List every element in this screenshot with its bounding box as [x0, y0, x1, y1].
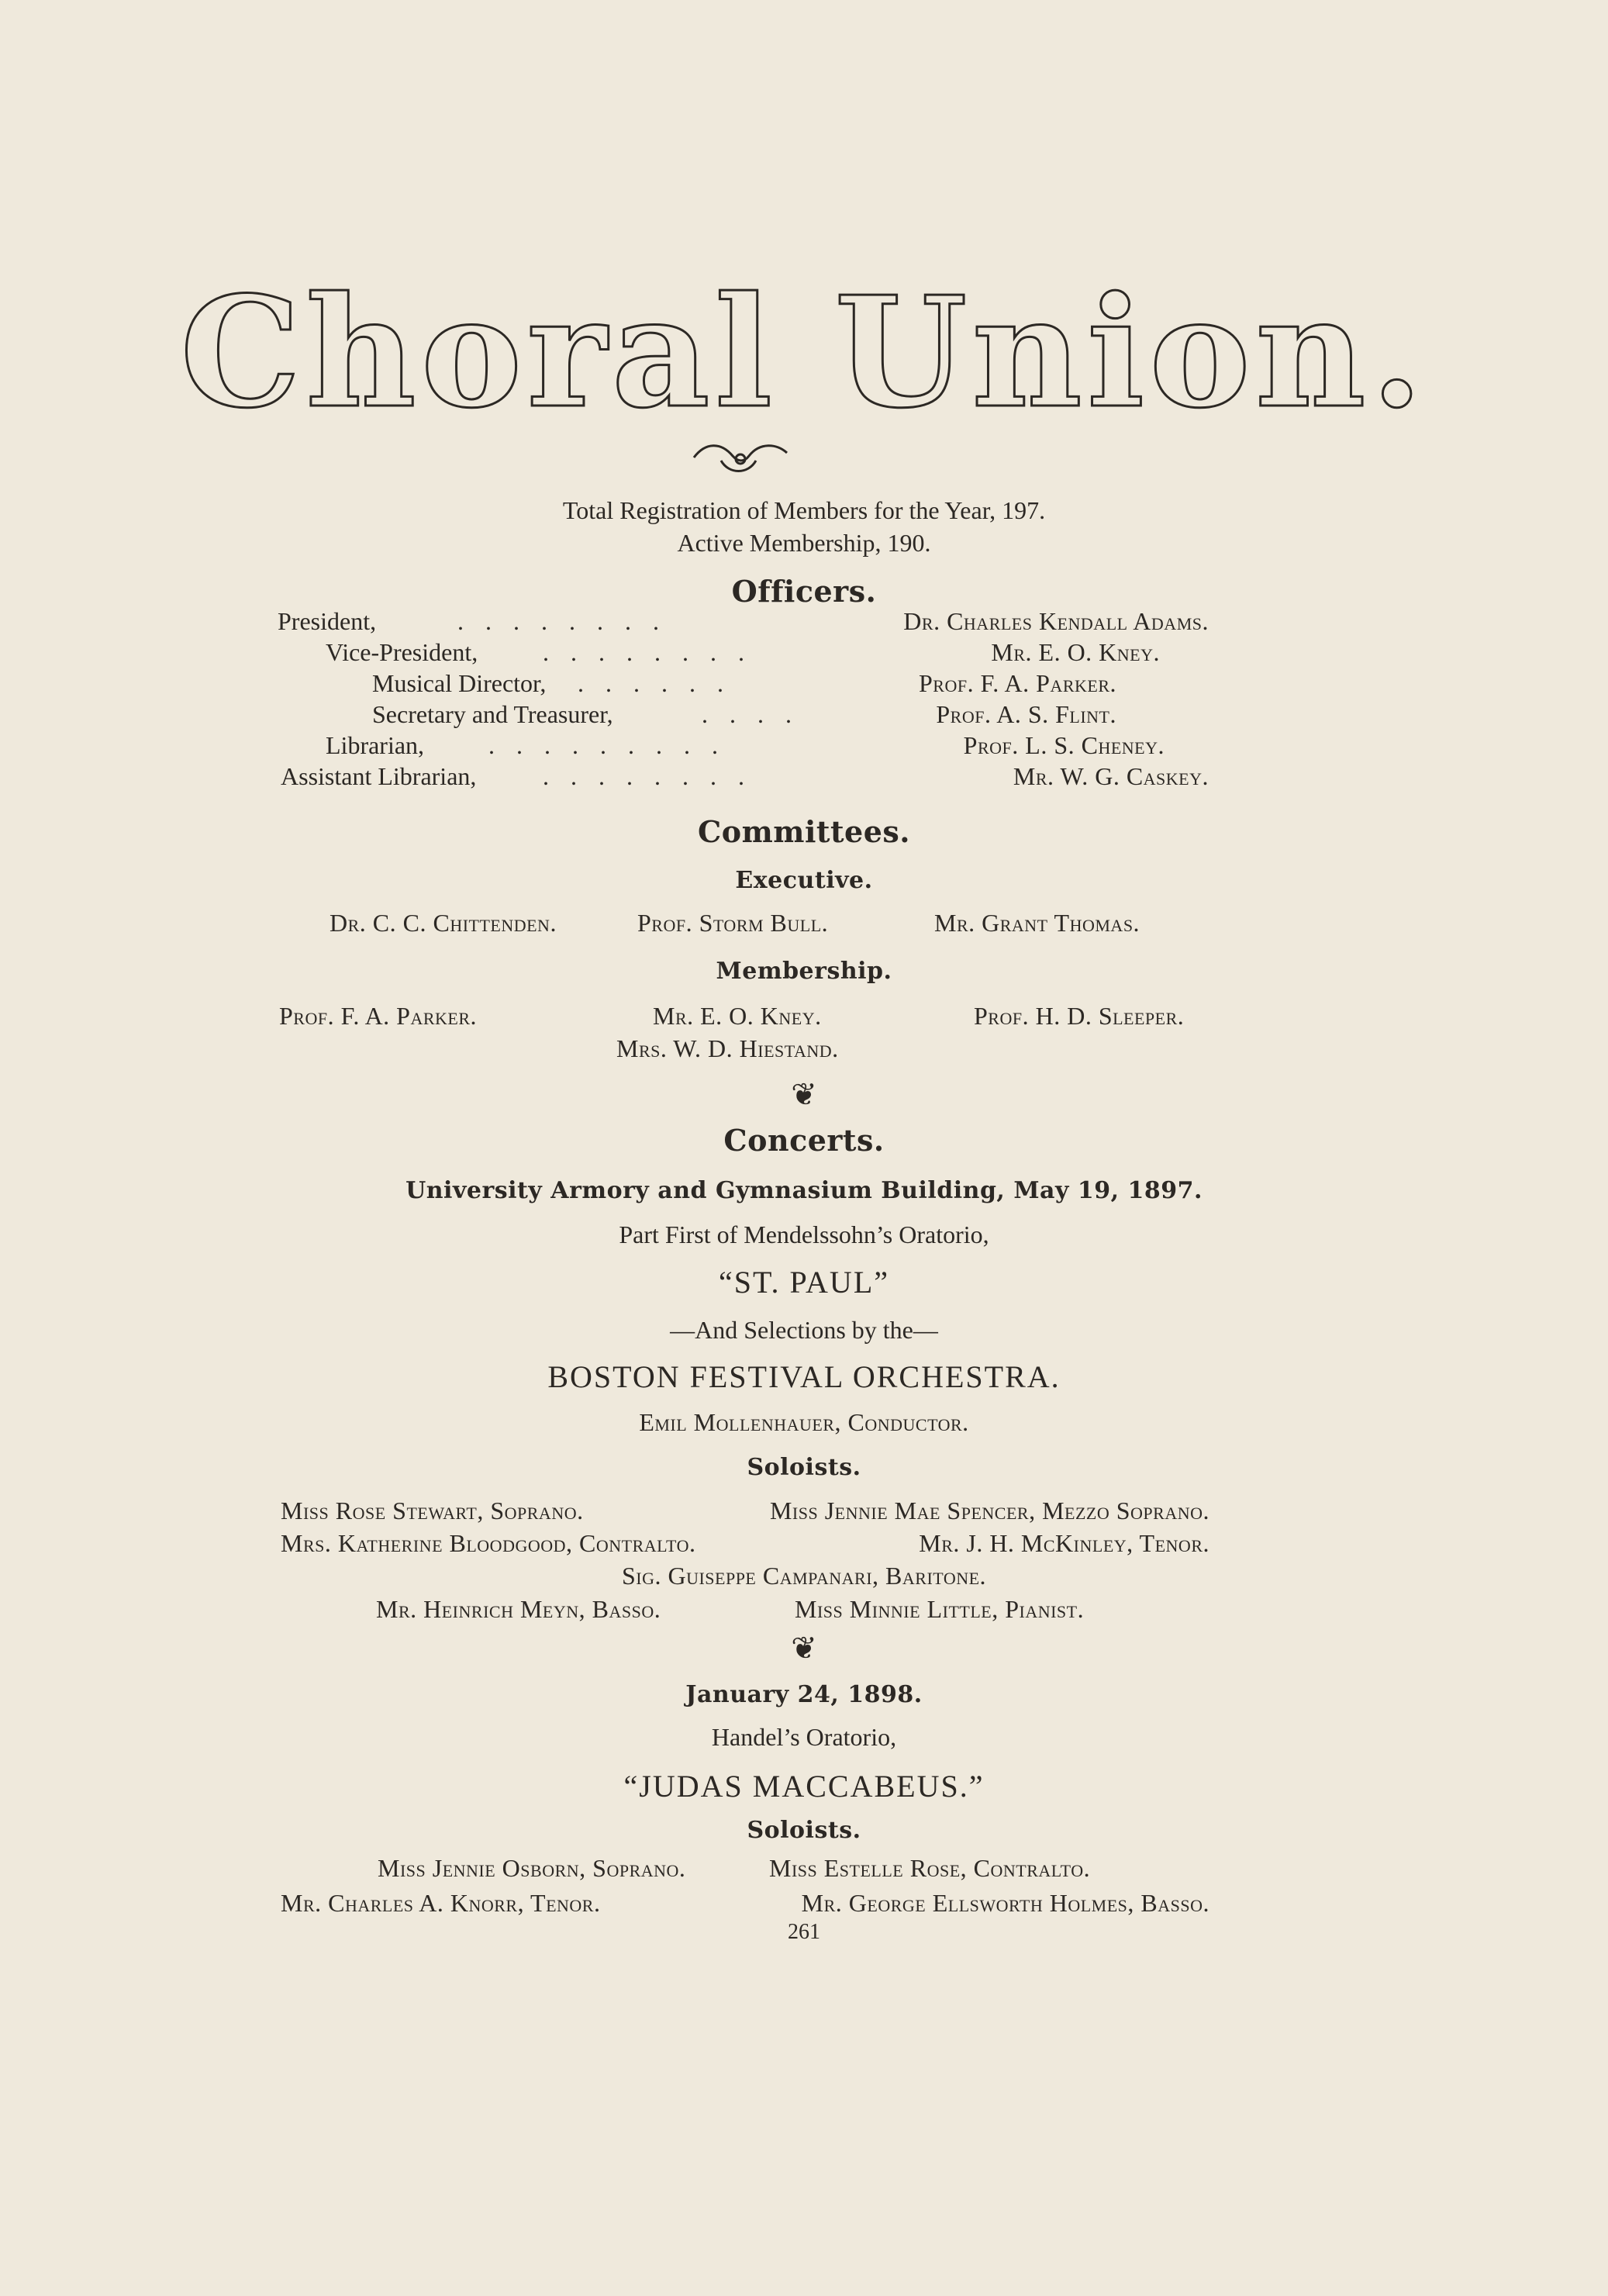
soloists-heading: Soloists. [747, 1817, 861, 1844]
officer-role-secretary-treasurer: Secretary and Treasurer, [372, 700, 613, 728]
executive-member: Dr. C. C. Chittenden. [330, 909, 557, 937]
concert-intro: Handel’s Oratorio, [711, 1723, 897, 1751]
executive-member: Prof. Storm Bull. [637, 909, 829, 937]
scroll-ornament-icon [690, 434, 791, 481]
membership-member: Mrs. W. D. Hiestand. [616, 1034, 839, 1062]
executive-member: Mr. Grant Thomas. [934, 909, 1140, 937]
leader-dots: ........ [457, 607, 681, 635]
soloist: Mr. Charles A. Knorr, Tenor. [281, 1889, 601, 1917]
soloist: Sig. Guiseppe Campanari, Baritone. [621, 1562, 987, 1590]
soloist: Miss Jennie Mae Spencer, Mezzo Soprano. [769, 1497, 1209, 1524]
officer-name-musical-director: Prof. F. A. Parker. [918, 669, 1116, 697]
soloist: Miss Estelle Rose, Contralto. [769, 1854, 1091, 1882]
active-membership: Active Membership, 190. [677, 529, 931, 557]
committees-heading: Committees. [697, 814, 911, 849]
officer-name-vice-president: Mr. E. O. Kney. [991, 638, 1160, 666]
officer-name-president: Dr. Charles Kendall Adams. [903, 607, 1209, 635]
soloists-heading: Soloists. [747, 1454, 861, 1481]
concert-conductor: Emil Mollenhauer, Conductor. [639, 1408, 969, 1436]
fleuron-icon: ❦ [791, 1631, 817, 1666]
membership-member: Prof. H. D. Sleeper. [974, 1002, 1185, 1030]
officer-role-president: President, [278, 607, 377, 635]
officer-role-librarian: Librarian, [326, 731, 425, 759]
soloist: Miss Rose Stewart, Soprano. [281, 1497, 584, 1524]
soloist: Mrs. Katherine Bloodgood, Contralto. [281, 1529, 696, 1557]
fleuron-icon: ❦ [791, 1077, 817, 1112]
leader-dots: .... [702, 700, 813, 728]
concert-and-selections: —And Selections by the— [670, 1316, 938, 1344]
officer-role-vice-president: Vice-President, [326, 638, 478, 666]
membership-member: Mr. E. O. Kney. [653, 1002, 822, 1030]
concert-venue: University Armory and Gymnasium Building, May 19, 1897. [405, 1177, 1203, 1204]
leader-dots: ........ [543, 762, 766, 790]
leader-dots: ......... [488, 731, 740, 759]
membership-member: Prof. F. A. Parker. [279, 1002, 478, 1030]
leader-dots: ........ [543, 638, 766, 666]
soloist: Mr. J. H. McKinley, Tenor. [919, 1529, 1209, 1557]
total-registration: Total Registration of Members for the Year, 197. [562, 496, 1046, 524]
officer-role-musical-director: Musical Director, [372, 669, 547, 697]
officer-role-assistant-librarian: Assistant Librarian, [281, 762, 477, 790]
officer-name-assistant-librarian: Mr. W. G. Caskey. [1013, 762, 1209, 790]
officer-name-secretary-treasurer: Prof. A. S. Flint. [936, 700, 1116, 728]
page-number: 261 [788, 1920, 820, 1944]
soloist: Miss Minnie Little, Pianist. [795, 1595, 1085, 1623]
officers-heading: Officers. [731, 574, 877, 609]
officer-name-librarian: Prof. L. S. Cheney. [963, 731, 1165, 759]
soloist: Mr. Heinrich Meyn, Basso. [376, 1595, 661, 1623]
soloist: Mr. George Ellsworth Holmes, Basso. [801, 1889, 1209, 1917]
concert-orchestra: BOSTON FESTIVAL ORCHESTRA. [547, 1359, 1061, 1394]
soloist: Miss Jennie Osborn, Soprano. [378, 1854, 686, 1882]
concerts-heading: Concerts. [723, 1123, 885, 1158]
membership-heading: Membership. [716, 958, 892, 985]
executive-heading: Executive. [735, 867, 873, 894]
concert-work: “ST. PAUL” [719, 1265, 889, 1300]
leader-dots: ...... [578, 669, 745, 697]
concert-intro: Part First of Mendelssohn’s Oratorio, [619, 1221, 989, 1248]
concert-work: “JUDAS MACCABEUS.” [623, 1769, 985, 1804]
concert-date: January 24, 1898. [685, 1681, 923, 1708]
page-title: Choral Union. [180, 264, 1428, 442]
